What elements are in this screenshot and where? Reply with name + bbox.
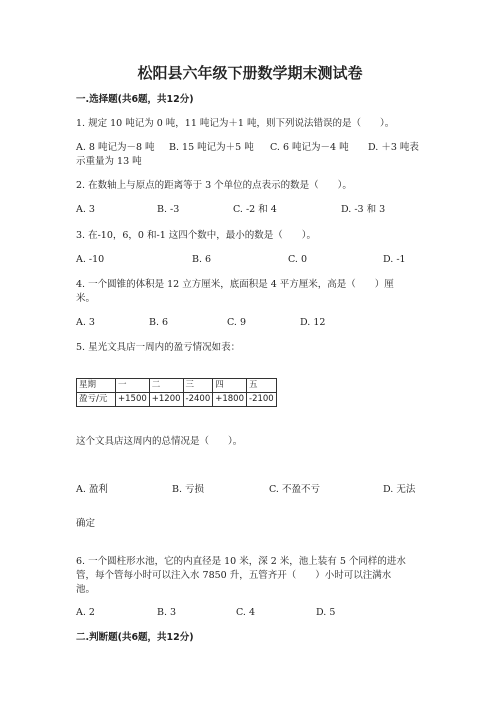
profit-loss-table [76, 378, 277, 407]
question-4-options [0, 317, 500, 331]
section-heading-judgement: 二.判断题(共6题，共12分) [76, 632, 194, 643]
question-3-options [0, 254, 500, 268]
question-6-line-3: 池。 [76, 584, 96, 595]
option-c: C. 4 [236, 607, 256, 618]
question-2-stem: 2. 在数轴上与原点的距离等于 3 个单位的点表示的数是（ ）。 [76, 180, 352, 191]
option-a: A. 8 吨记为－8 吨 [76, 142, 155, 153]
question-5-prompt: 这个文具店这周内的总情况是（ ）。 [76, 436, 243, 447]
table-cell: +1200 [149, 393, 183, 407]
option-d: D. -1 [383, 254, 406, 265]
question-5-continuation: 确定 [76, 518, 96, 529]
question-6-line-2: 管，每个管每小时可以注入水 7850 升，五管齐开（ ）小时可以注满水 [76, 570, 392, 581]
option-b: B. 6 [149, 317, 169, 328]
option-c: C. 9 [227, 317, 247, 328]
table-cell: 二 [149, 379, 183, 393]
table-cell: -2400 [183, 393, 213, 407]
option-c: C. -2 和 4 [233, 204, 277, 215]
table-cell: 盈亏/元 [77, 393, 116, 407]
question-1-stem: 1. 规定 10 吨记为 0 吨，11 吨记为＋1 吨，则下列说法错误的是（ ）。 [76, 118, 395, 129]
option-d: D. 12 [300, 317, 326, 328]
option-c: C. 不盈不亏 [269, 484, 320, 495]
option-d: D. ＋3 吨表 [368, 142, 419, 153]
table-cell: 三 [183, 379, 213, 393]
option-d: D. 无法 [383, 484, 416, 495]
table-cell: 星期 [77, 379, 116, 393]
section-heading-choice: 一.选择题(共6题，共12分) [76, 94, 194, 105]
question-1-continuation: 示重量为 13 吨 [76, 156, 142, 167]
option-a: A. 盈利 [76, 484, 108, 495]
option-d: D. -3 和 3 [341, 204, 386, 215]
table-cell: +1500 [116, 393, 150, 407]
option-b: B. 3 [157, 607, 177, 618]
question-5-options [0, 484, 500, 498]
question-6-stem: 6. 一个圆柱形水池，它的内直径是 10 米，深 2 米，池上装有 5 个同样的进水 [76, 556, 406, 567]
question-3-stem: 3. 在-10，6，0 和-1 这四个数中，最小的数是（ ）。 [76, 230, 317, 241]
question-1-options [0, 142, 500, 156]
option-c: C. 6 吨记为－4 吨 [270, 142, 349, 153]
table-row [77, 393, 277, 407]
table-cell: 一 [116, 379, 150, 393]
table-cell: +1800 [213, 393, 247, 407]
option-a: A. -10 [76, 254, 105, 265]
question-6-options [0, 607, 500, 621]
question-4-continuation: 米。 [76, 293, 96, 304]
question-5-stem: 5. 星光文具店一周内的盈亏情况如表： [76, 342, 241, 353]
table-cell: -2100 [247, 393, 277, 407]
option-b: B. 6 [192, 254, 212, 265]
question-4-stem: 4. 一个圆锥的体积是 12 立方厘米，底面积是 4 平方厘米，高是（ ）厘 [76, 279, 394, 290]
table-cell: 五 [247, 379, 277, 393]
option-c: C. 0 [288, 254, 308, 265]
option-b: B. 15 吨记为＋5 吨 [169, 142, 254, 153]
option-a: A. 2 [76, 607, 95, 618]
option-b: B. -3 [157, 204, 180, 215]
table-cell: 四 [213, 379, 247, 393]
option-a: A. 3 [76, 204, 95, 215]
page-title: 松阳县六年级下册数学期末测试卷 [137, 64, 363, 82]
option-a: A. 3 [76, 317, 95, 328]
table-header-row [77, 379, 277, 393]
option-d: D. 5 [316, 607, 336, 618]
option-b: B. 亏损 [172, 484, 205, 495]
question-2-options [0, 204, 500, 218]
